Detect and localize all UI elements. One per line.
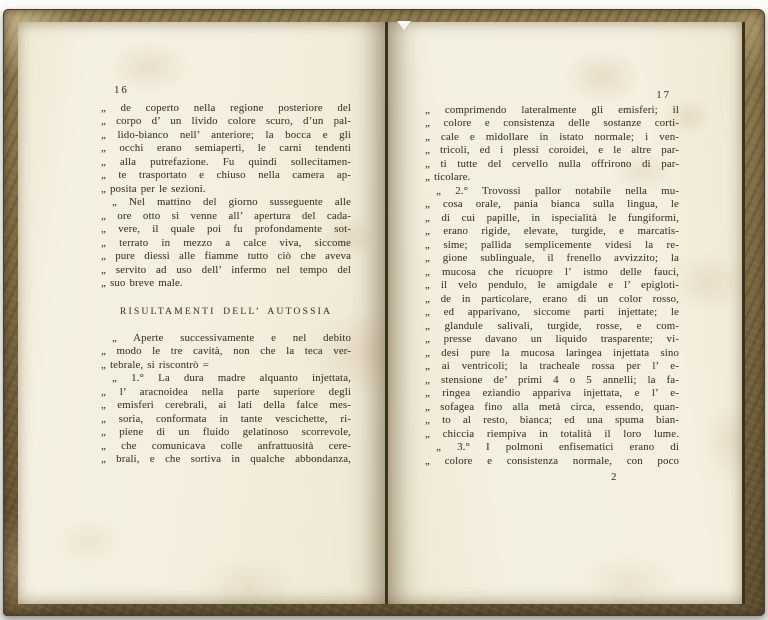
body-line: „ cosa orale, pania bianca sulla lingua, le	[425, 198, 679, 210]
body-line: „ terrato in mezzo a calce viva, siccome	[101, 236, 351, 249]
body-line: „ Aperte successivamente e nel debito	[101, 331, 351, 344]
body-line: „ ai ventricoli; la tracheale rossa per l’ e-	[425, 360, 679, 372]
body-line: „ mucosa che ricuopre l’ istmo delle fauci,	[425, 265, 679, 278]
signature-mark: 2	[611, 471, 617, 483]
body-line: „ brali, e che sortiva in qualche abbondanza,	[101, 453, 351, 465]
body-line: „ comprimendo lateralmente gli emisferi; il	[425, 103, 679, 116]
body-line: „ alla putrefazione. Fu quindi sollecitamen-	[101, 155, 351, 168]
body-line: „ che comunicava colle anfrattuosità cere-	[101, 439, 351, 452]
body-line: „ stensione de’ primi 4 o 5 annelli; la fa-	[425, 373, 679, 386]
left-page-block1	[101, 102, 351, 291]
body-line: „ glandule salivali, turgide, rosse, e com-	[425, 319, 679, 332]
pages-block	[18, 22, 745, 604]
body-line: „ piene di un fluido gelatinoso scorrevole,	[101, 426, 351, 438]
body-line: „ posita per le sezioni.	[101, 182, 206, 195]
body-line: „ Nel mattino del giorno susseguente alle	[101, 196, 351, 208]
body-line: „ l’ aracnoidea nella parte superiore degli	[101, 385, 351, 398]
right-page-block	[425, 104, 679, 469]
book-cover	[3, 9, 765, 616]
body-line: „ erano rigide, elevate, turgide, e marcatis-	[425, 225, 679, 237]
body-line: „ il velo pendulo, le amigdale e l’ epigloti-	[425, 279, 679, 291]
right-page	[388, 22, 742, 604]
body-line: „ corpo d’ un livido colore scuro, d’un pal-	[101, 115, 351, 127]
body-line: „ sofagea fino alla metà circa, essendo, quan-	[425, 400, 679, 413]
body-line: „ pure diessi alle fiamme tutto ciò che aveva	[101, 250, 351, 262]
left-page-text	[101, 84, 351, 467]
body-line: „ tricoli, ed i plessi coroidei, e le altre par-	[425, 144, 679, 156]
body-line: „ servito ad uso dell’ infermo nel tempo del	[101, 263, 351, 276]
page-number-left: 16	[114, 84, 129, 96]
spine-notch	[397, 21, 411, 30]
body-line: „ chiccia riempiva in totalità il loro lume.	[425, 427, 679, 440]
body-line: „ sime; pallida semplicemente videsi la re-	[425, 238, 679, 251]
right-page-text	[425, 89, 679, 485]
body-line: „ cale e midollare in istato normale; i ven-	[425, 130, 679, 143]
left-page	[18, 22, 385, 604]
body-line: „ vere, il quale poi fu profondamente sot-	[101, 223, 351, 235]
body-line: „ ti tutte del cervello nulla offrirono di par-	[425, 157, 679, 170]
body-line: „ de coperto nella regione posteriore del	[101, 101, 351, 114]
body-line: „ suo breve male.	[101, 277, 183, 289]
body-line: „ modo le tre cavità, non che la teca ver-	[101, 345, 351, 357]
body-line: „ colore e consistenza delle sostanze corti-	[425, 117, 679, 129]
section-heading: RISULTAMENTI DELL’ AUTOSSIA	[119, 305, 333, 317]
body-line: „ lido-bianco nell’ anteriore; la bocca e gli	[101, 128, 351, 141]
body-line: „ emisferi cerebrali, ai lati della falce mes-	[101, 399, 351, 411]
body-line: „ ore otto si venne all’ apertura del cada-	[101, 209, 351, 222]
left-page-block2	[101, 332, 351, 467]
page-number-right: 17	[656, 89, 671, 101]
body-line: „ desi pure la mucosa laringea injettata sino	[425, 346, 679, 359]
body-line: „ ed apparivano, siccome parti injettate; le	[425, 306, 679, 318]
body-line: „ de in particolare, erano di un color rosso,	[425, 292, 679, 305]
body-line: „ occhi erano semiaperti, le carni tendenti	[101, 142, 351, 154]
body-line: „ to al resto, bianca; ed una spuma bian-	[425, 414, 679, 426]
body-line: „ 2.° Trovossi pallor notabile nella mu-	[425, 184, 679, 197]
body-line: „ presse davano un liquido trasparente; vi-	[425, 333, 679, 345]
body-line: „ te trasportato e chiuso nella camera ap-	[101, 169, 351, 181]
body-line: „ colore e consistenza normale, con poco	[425, 454, 679, 467]
body-line: „ ringea eziandio appariva injettata, e l’ e-	[425, 387, 679, 399]
body-line: „ 3.° I polmoni enfisematici erano di	[425, 441, 679, 453]
body-line: „ tebrale, si riscontrò =	[101, 358, 209, 371]
body-line: „ di cui papille, in ispecialità le fungiformi,	[425, 211, 679, 224]
body-line: „ ticolare.	[425, 171, 471, 183]
body-line: „ 1.° La dura madre alquanto injettata,	[101, 372, 351, 384]
body-line: „ soria, conformata in tante vescichette, ri-	[101, 412, 351, 425]
body-line: „ gione sublinguale, il frenello avvizzito; la	[425, 252, 679, 264]
